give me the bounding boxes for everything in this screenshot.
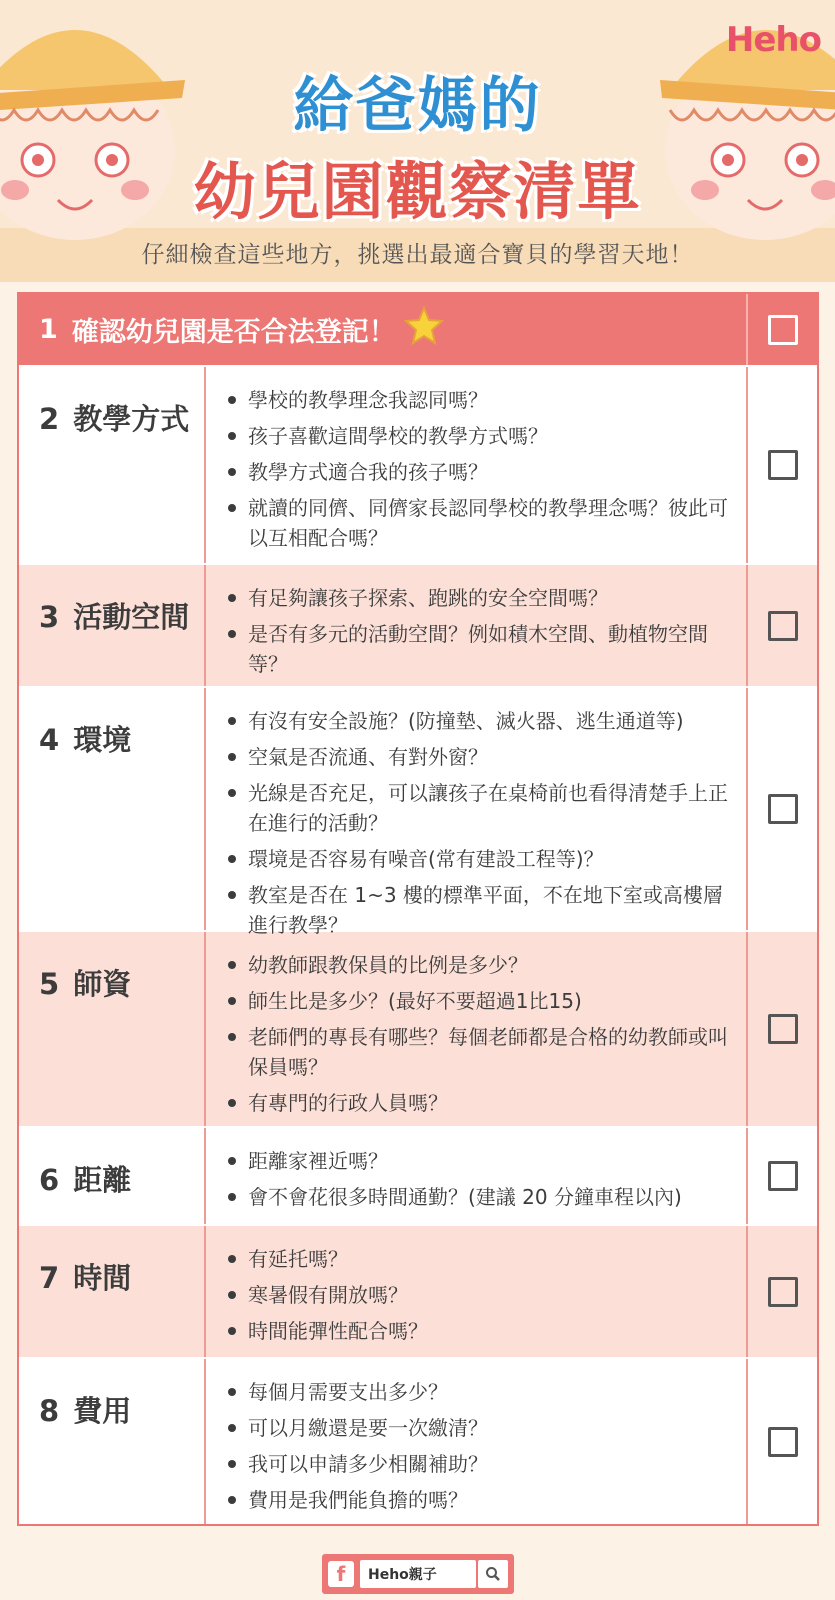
row-items-cell <box>206 1128 748 1224</box>
checkbox-cell <box>748 294 817 365</box>
row-number: 7 <box>39 1261 60 1295</box>
list-item: 會不會花很多時間通勤？(建議 20 分鐘車程以內) <box>224 1182 736 1212</box>
list-item: 是否有多元的活動空間？例如積木空間、動植物空間等？ <box>224 619 736 679</box>
list-item: 有足夠讓孩子探索、跑跳的安全空間嗎？ <box>224 583 736 613</box>
checklist-row-7 <box>19 1226 817 1359</box>
list-item: 師生比是多少？(最好不要超過1比15) <box>224 986 736 1016</box>
list-item: 時間能彈性配合嗎？ <box>224 1316 736 1346</box>
row-number: 1 <box>39 314 58 345</box>
search-icon[interactable] <box>478 1560 508 1588</box>
row-label: 費用 <box>73 1394 132 1428</box>
list-item: 幼教師跟教保員的比例是多少？ <box>224 950 736 980</box>
checkbox-cell <box>748 565 817 686</box>
row-items-cell <box>206 932 748 1126</box>
checkbox[interactable] <box>768 315 798 345</box>
list-item: 可以月繳還是要一次繳清？ <box>224 1413 736 1443</box>
checkbox-cell <box>748 932 817 1126</box>
checklist-row-6 <box>19 1128 817 1226</box>
bullet-list <box>224 1377 736 1515</box>
row-number: 8 <box>39 1394 60 1428</box>
checklist-row-8 <box>19 1359 817 1524</box>
checklist-row-3 <box>19 565 817 688</box>
row-number: 6 <box>39 1163 60 1197</box>
header-banner <box>0 0 835 282</box>
bullet-list <box>224 706 736 940</box>
list-item: 距離家裡近嗎？ <box>224 1146 736 1176</box>
row-label: 師資 <box>73 967 132 1001</box>
facebook-search-bar <box>322 1554 514 1594</box>
checkbox[interactable] <box>768 794 798 824</box>
bullet-list <box>224 1244 736 1346</box>
row-label-cell <box>19 1226 206 1357</box>
checkbox[interactable] <box>768 611 798 641</box>
page-title-line2: 幼兒園觀察清單 <box>193 155 642 228</box>
bullet-list <box>224 385 736 553</box>
checklist-table <box>17 292 819 1526</box>
checklist-row-1 <box>19 294 817 367</box>
checklist-row-4 <box>19 688 817 937</box>
row-label-cell <box>19 932 206 1126</box>
list-item: 教學方式適合我的孩子嗎？ <box>224 457 736 487</box>
list-item: 費用是我們能負擔的嗎？ <box>224 1485 736 1515</box>
list-item: 光線是否充足，可以讓孩子在桌椅前也看得清楚手上正在進行的活動？ <box>224 778 736 838</box>
row-items-cell <box>206 688 748 937</box>
row-number: 3 <box>39 600 60 634</box>
checklist-row-5 <box>19 932 817 1128</box>
row-label: 確認幼兒園是否合法登記！ <box>71 317 396 348</box>
bullet-list <box>224 583 736 679</box>
checkbox-cell <box>748 688 817 930</box>
row-items-cell <box>206 1226 748 1357</box>
list-item: 有延托嗎？ <box>224 1244 736 1274</box>
row-label: 環境 <box>73 723 132 757</box>
checkbox-cell <box>748 367 817 563</box>
row-number: 4 <box>39 723 60 757</box>
row-label: 時間 <box>73 1261 132 1295</box>
bullet-list <box>224 950 736 1118</box>
row-number: 2 <box>39 402 60 436</box>
row-label: 教學方式 <box>73 402 190 436</box>
list-item: 孩子喜歡這間學校的教學方式嗎？ <box>224 421 736 451</box>
page-title-line1: 給爸媽的 <box>293 71 542 141</box>
checkbox[interactable] <box>768 450 798 480</box>
list-item: 環境是否容易有噪音(常有建設工程等)？ <box>224 844 736 874</box>
list-item: 老師們的專長有哪些？每個老師都是合格的幼教師或叫保員嗎？ <box>224 1022 736 1082</box>
checkbox[interactable] <box>768 1161 798 1191</box>
row-items-cell <box>206 367 748 563</box>
list-item: 就讀的同儕、同儕家長認同學校的教學理念嗎？彼此可以互相配合嗎？ <box>224 493 736 553</box>
list-item: 我可以申請多少相關補助？ <box>224 1449 736 1479</box>
list-item: 有沒有安全設施？(防撞墊、滅火器、逃生通道等) <box>224 706 736 736</box>
bullet-list <box>224 1146 736 1212</box>
checkbox[interactable] <box>768 1277 798 1307</box>
list-item: 空氣是否流通、有對外窗？ <box>224 742 736 772</box>
checkbox[interactable] <box>768 1014 798 1044</box>
row-number: 5 <box>39 967 60 1001</box>
row-items-cell <box>206 1359 748 1524</box>
checklist-row-2 <box>19 367 817 565</box>
row-label: 距離 <box>73 1163 132 1197</box>
checkbox-cell <box>748 1226 817 1357</box>
list-item: 教室是否在 1~3 樓的標準平面，不在地下室或高樓層進行教學？ <box>224 880 736 940</box>
checkbox-cell <box>748 1128 817 1224</box>
facebook-icon[interactable]: f <box>328 1561 354 1587</box>
brand-logo: Heho <box>725 20 821 60</box>
row-label-cell <box>19 688 206 930</box>
list-item: 寒暑假有開放嗎？ <box>224 1280 736 1310</box>
row-label-cell <box>19 565 206 686</box>
list-item: 學校的教學理念我認同嗎？ <box>224 385 736 415</box>
facebook-search-field[interactable]: Heho親子 <box>360 1560 476 1588</box>
list-item: 每個月需要支出多少？ <box>224 1377 736 1407</box>
row-items-cell <box>206 565 748 686</box>
checkbox[interactable] <box>768 1427 798 1457</box>
star-icon <box>404 306 444 353</box>
row-label-cell <box>19 1128 206 1224</box>
row-label-cell <box>19 367 206 563</box>
page-subtitle: 仔細檢查這些地方，挑選出最適合寶貝的學習天地！ <box>141 242 694 268</box>
row-label: 活動空間 <box>73 600 190 634</box>
row-label-cell <box>19 1359 206 1524</box>
checkbox-cell <box>748 1359 817 1524</box>
list-item: 有專門的行政人員嗎？ <box>224 1088 736 1118</box>
checklist-head-label <box>19 294 748 365</box>
